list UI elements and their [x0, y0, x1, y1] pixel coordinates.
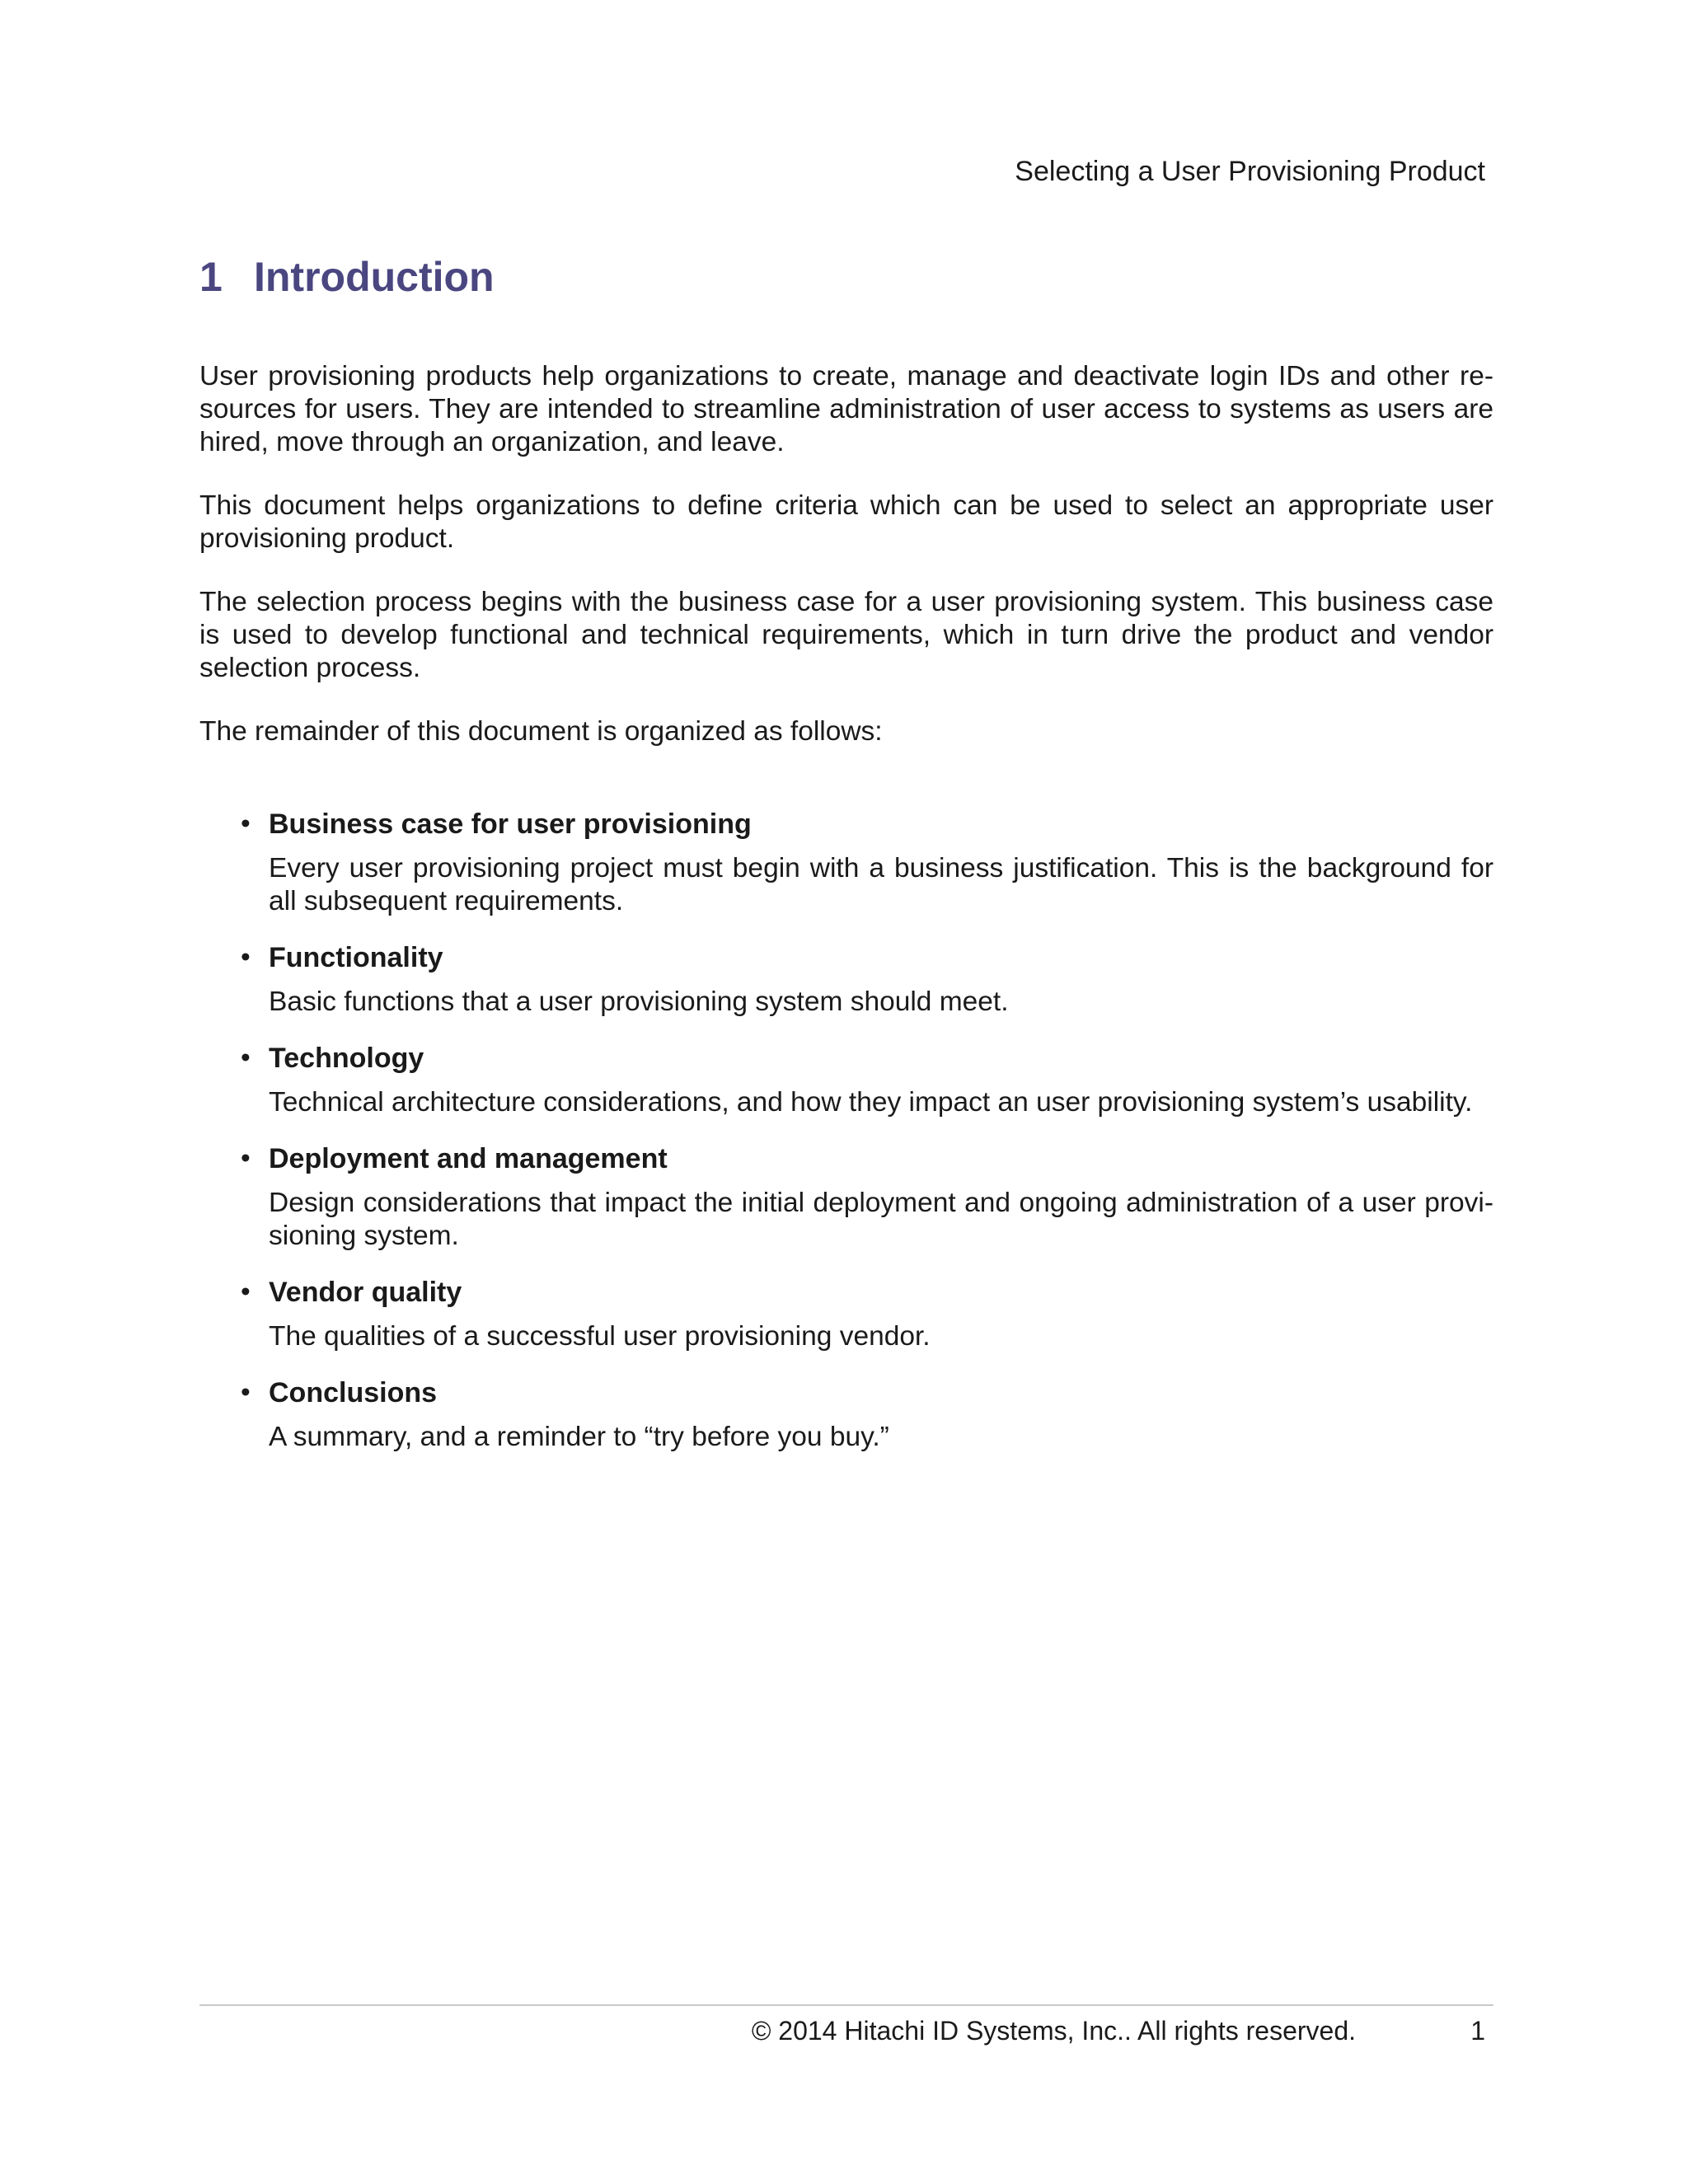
section-title: Introduction	[254, 254, 495, 300]
outline-item-description: Every user provisioning project must begin with a business justification. This is the background for all subsequent requirements.	[269, 853, 1493, 916]
footer-copyright: © 2014 Hitachi ID Systems, Inc.. All rights reserved.	[751, 2016, 1356, 2046]
outline-item-description: Design considerations that impact the initial deployment and ongoing administration of a user provisioning system.	[269, 1188, 1493, 1251]
intro-paragraph-4: The remainder of this document is organized as follows:	[199, 716, 883, 747]
intro-paragraph-2: This document helps organizations to define criteria which can be used to select an appropriate user provisioning product.	[199, 490, 1493, 554]
running-header: Selecting a User Provisioning Product	[1015, 156, 1485, 187]
page-number: 1	[1470, 2016, 1485, 2046]
outline-item-title: Conclusions	[269, 1377, 438, 1408]
outline-item-description: Basic functions that a user provisioning system should meet.	[269, 987, 1009, 1017]
bullet-icon: •	[241, 808, 251, 839]
bullet-icon: •	[241, 1377, 251, 1408]
outline-item-title: Technology	[269, 1043, 424, 1074]
bullet-icon: •	[241, 1143, 251, 1174]
outline-item-description: Technical architecture considerations, and how they impact an user provisioning system’s usability.	[269, 1087, 1473, 1118]
page-content	[199, 251, 1493, 1454]
outline-item-title: Deployment and management	[269, 1143, 668, 1174]
bullet-icon: •	[241, 1043, 251, 1073]
list-item	[199, 1042, 1493, 1119]
bullet-icon: •	[241, 1277, 251, 1307]
list-item	[199, 1276, 1493, 1353]
list-item	[199, 941, 1493, 1019]
footer-divider	[199, 2004, 1493, 2006]
intro-paragraph-1: User provisioning products help organizations to create, manage and deactivate login IDs and other resources for users. They are intended to streamline administration of user access to systems as users are hired, move through an organization, and leave.	[199, 361, 1493, 457]
list-item	[199, 1142, 1493, 1253]
section-number: 1	[199, 254, 223, 300]
outline-item-description: A summary, and a reminder to “try before you buy.”	[269, 1422, 889, 1452]
bullet-icon: •	[241, 942, 251, 972]
document-outline-list	[199, 808, 1493, 1454]
outline-item-title: Business case for user provisioning	[269, 808, 752, 840]
section-heading	[199, 251, 1493, 302]
intro-paragraph-3: The selection process begins with the business case for a user provisioning system. This business case is used to develop functional and technical requirements, which in turn drive the product and vendor selection process.	[199, 587, 1493, 683]
outline-item-description: The qualities of a successful user provisioning vendor.	[269, 1321, 931, 1352]
list-item	[199, 1376, 1493, 1454]
list-item	[199, 808, 1493, 918]
outline-item-title: Vendor quality	[269, 1277, 462, 1308]
outline-item-title: Functionality	[269, 942, 443, 973]
